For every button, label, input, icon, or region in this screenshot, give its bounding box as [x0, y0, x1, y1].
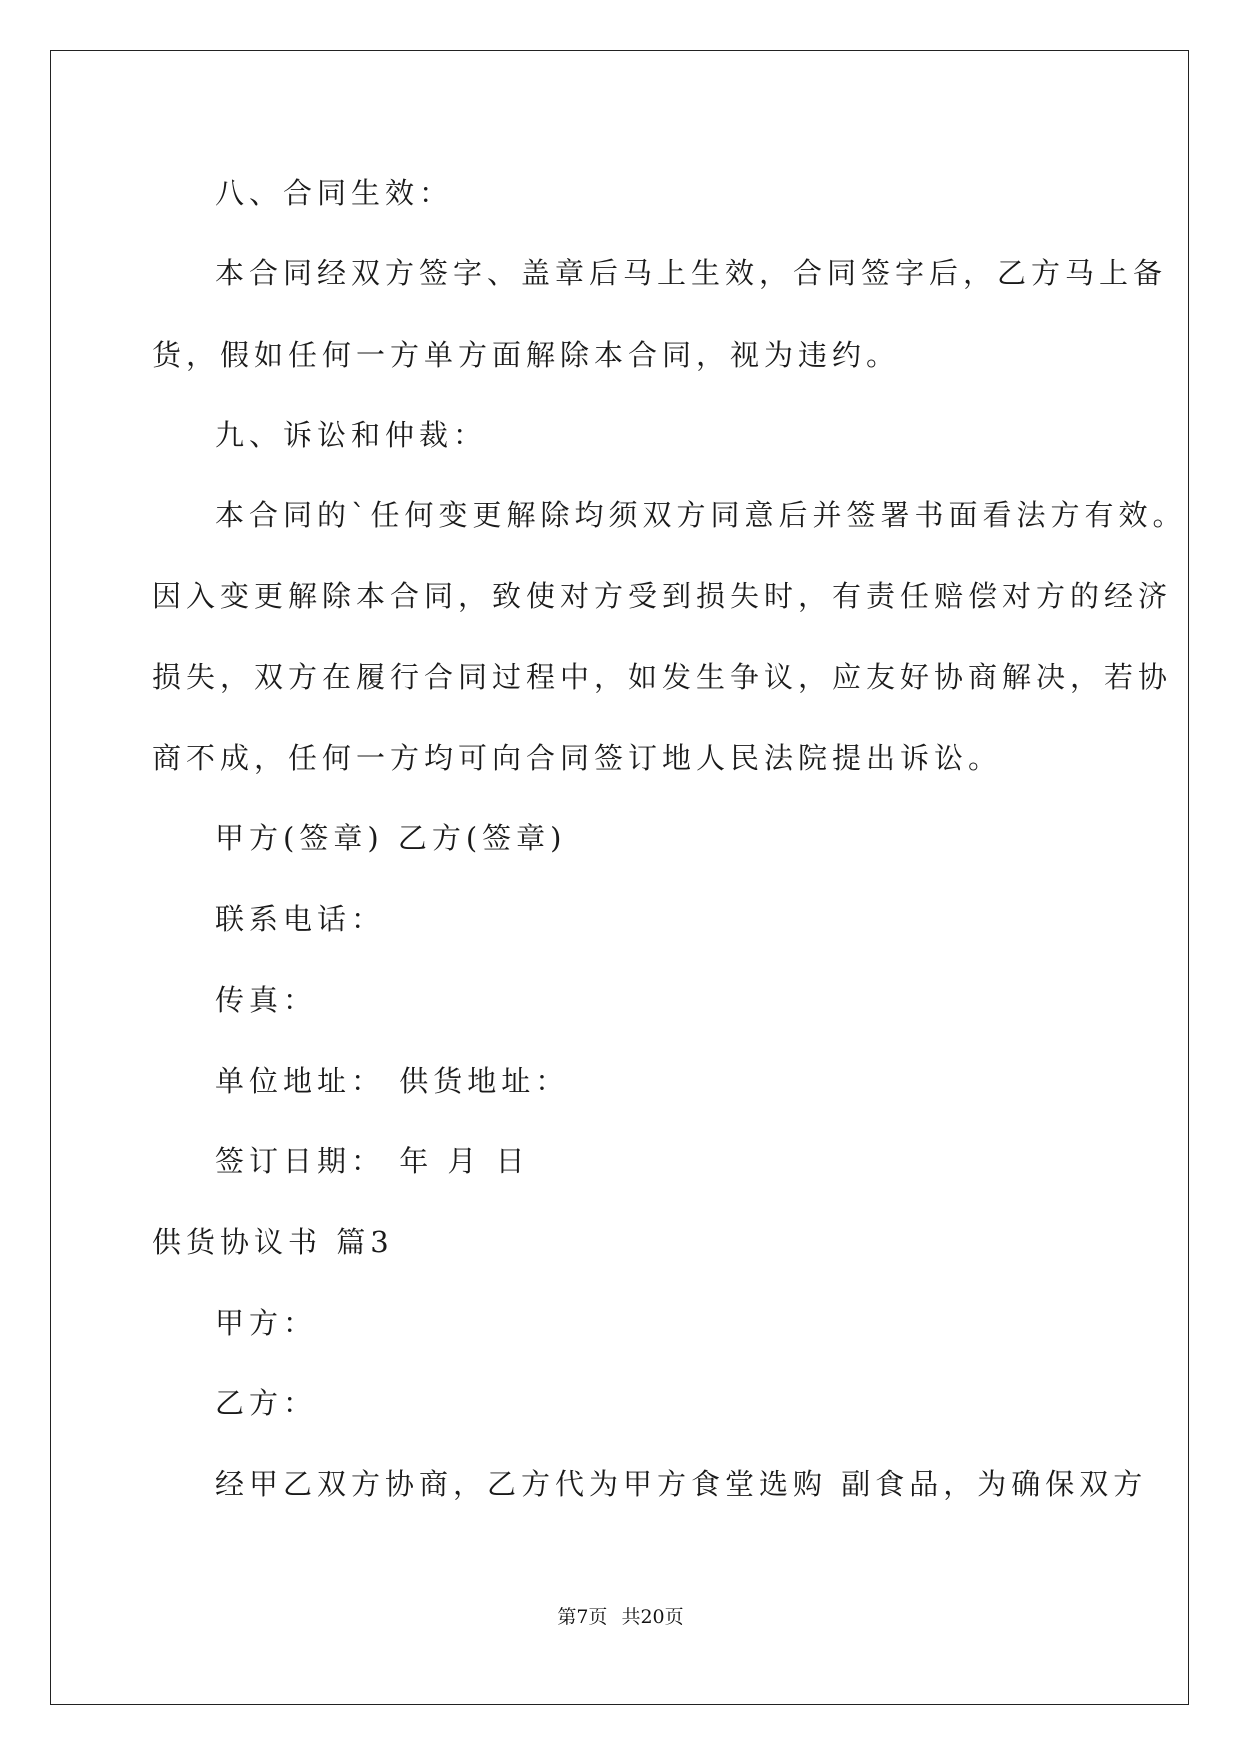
section-heading-9: 九、诉讼和仲裁： [215, 418, 488, 452]
fax-field-label: 传真： [215, 983, 318, 1017]
address-field-label: 单位地址： 供货地址： [215, 1064, 570, 1098]
date-field-label: 签订日期： 年 月 日 [215, 1144, 530, 1178]
page-footer [0, 1602, 1241, 1629]
page-total: 共20页 [621, 1606, 684, 1628]
section-title: 供货协议书 篇3 [152, 1225, 394, 1259]
paragraph-line: 本合同经双方签字、盖章后马上生效，合同签字后，乙方马上备 [215, 256, 1168, 290]
paragraph-line: 因入变更解除本合同，致使对方受到损失时，有责任赔偿对方的经济 [152, 579, 1173, 613]
party-a-label: 甲方： [215, 1306, 318, 1340]
paragraph-line: 损失，双方在履行合同过程中，如发生争议，应友好协商解决，若协 [152, 660, 1173, 694]
page-border [50, 50, 1189, 1705]
party-b-label: 乙方： [215, 1386, 318, 1420]
paragraph-line: 本合同的`任何变更解除均须双方同意后并签署书面看法方有效。 [215, 498, 1187, 532]
paragraph-line: 商不成，任何一方均可向合同签订地人民法院提出诉讼。 [152, 741, 1003, 775]
signature-line: 甲方(签章) 乙方(签章) [215, 821, 567, 855]
phone-field-label: 联系电话： [215, 902, 386, 936]
page-number: 第7页 [557, 1606, 608, 1628]
paragraph-line: 货，假如任何一方单方面解除本合同，视为违约。 [152, 338, 901, 372]
paragraph-line: 经甲乙双方协商，乙方代为甲方食堂选购 副食品，为确保双方 [215, 1467, 1148, 1501]
section-heading-8: 八、合同生效： [215, 176, 454, 210]
